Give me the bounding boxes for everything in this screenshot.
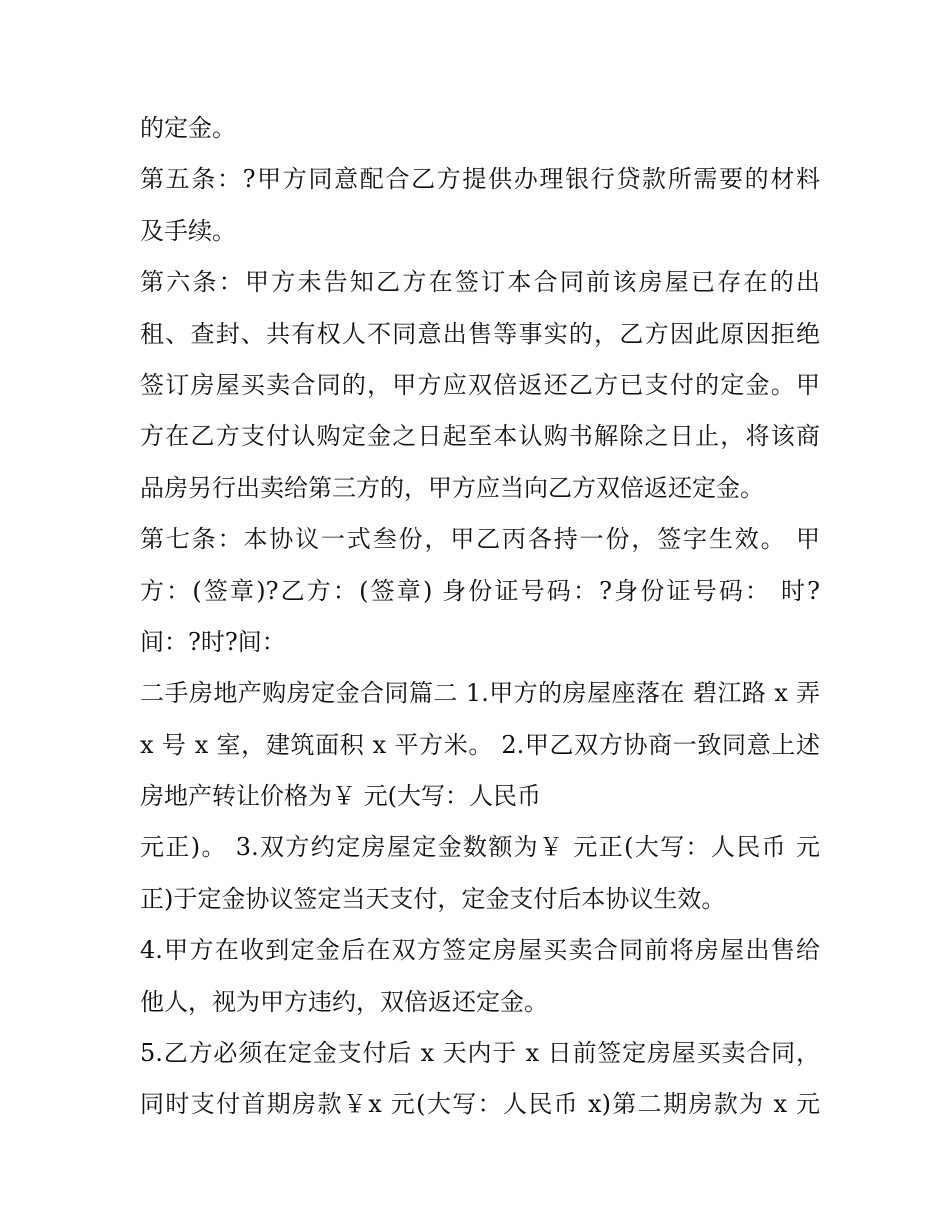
- text-line: 房地产转让价格为￥ 元(大写：人民币: [140, 782, 541, 811]
- text-line: 第五条：?甲方同意配合乙方提供办理银行贷款所需要的材料: [140, 165, 820, 194]
- text-line: 他人，视为甲方违约，双倍返还定金。: [140, 987, 548, 1016]
- text-line: 5.乙方必须在定金支付后 x 天内于 x 日前签定房屋买卖合同，: [140, 1039, 820, 1068]
- text-line: 正)于定金协议签定当天支付，定金支付后本协议生效。: [140, 884, 726, 913]
- text-line: 租、查封、共有权人不同意出售等事实的，乙方因此原因拒绝: [140, 319, 820, 348]
- text-line: 方：(签章)?乙方：(签章) 身份证号码：?身份证号码： 时?: [140, 576, 820, 605]
- document-body: [140, 103, 820, 1131]
- text-line: 间：?时?间：: [140, 627, 286, 656]
- text-line: 4.甲方在收到定金后在双方签定房屋买卖合同前将房屋出售给: [140, 936, 820, 965]
- text-line: x 号 x 室，建筑面积 x 平方米。 2.甲乙双方协商一致同意上述: [140, 730, 820, 759]
- text-line: 签订房屋买卖合同的，甲方应双倍返还乙方已支付的定金。甲: [140, 370, 820, 399]
- text-line: 第六条：甲方未告知乙方在签订本合同前该房屋已存在的出: [140, 268, 820, 297]
- text-line: 二手房地产购房定金合同篇二 1.甲方的房屋座落在 碧江路 x 弄: [140, 679, 820, 708]
- text-line: 的定金。: [140, 114, 236, 142]
- text-line: 同时支付首期房款￥x 元(大写：人民币 x)第二期房款为 x 元: [140, 1090, 820, 1119]
- text-line: 第七条：本协议一式叁份，甲乙丙各持一份，签字生效。 甲: [140, 525, 820, 554]
- text-line: 元正)。 3.双方约定房屋定金数额为￥ 元正(大写：人民币 元: [140, 833, 820, 862]
- text-line: 品房另行出卖给第三方的，甲方应当向乙方双倍返还定金。: [140, 473, 764, 502]
- text-line: 及手续。: [140, 216, 236, 245]
- text-line: 方在乙方支付认购定金之日起至本认购书解除之日止，将该商: [140, 422, 820, 451]
